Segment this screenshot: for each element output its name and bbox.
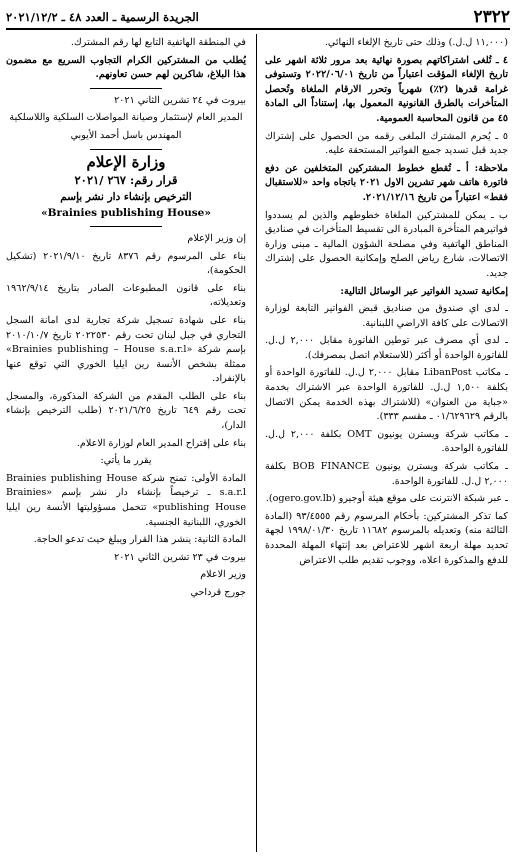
signature-date: بيروت في ٢٤ تشرين الثاني ٢٠٢١	[114, 94, 246, 106]
decree-title: الترخيص بإنشاء دار نشر بإسم	[60, 190, 192, 203]
section-divider	[90, 149, 162, 150]
paragraph: يُطلب من المشتركين الكرام التجاوب السريع مع مضمون هذا البلاغ، شاكرين لهم حسن تعاونهم.	[6, 54, 246, 81]
paragraph: إن وزير الإعلام	[187, 232, 246, 244]
paragraph: ٥ ـ يُحرم المشترك الملغى رقمه من الحصول على إشتراك جديد قبل تسديد جميع الفواتير المستحقة عليه.	[265, 130, 508, 157]
paragraph: بناء على المرسوم رقم ٨٣٧٦ تاريخ ٢٠٢١/٩/١٠ (تشكيل الحكومة)،	[6, 250, 246, 277]
payment-methods-heading: إمكانية تسديد الفواتير عبر الوسائل التالية:	[340, 285, 508, 297]
signature-role: المدير العام لإستثمار وصيانة المواصلات السلكية واللاسلكية	[9, 112, 243, 124]
payment-method-item: ـ لدى أي مصرف عبر توطين الفاتورة مقابل ٢,٠٠٠ ل.ل. للفاتورة الواحدة أو أكثر (للاستعلام اتصل بمصرفك).	[265, 335, 508, 361]
payment-method-item: ـ عبر شبكة الانترنت على موقع هيئة أوجيرو (ogero.gov.lb).	[265, 493, 508, 505]
signature-role: وزير الاعلام	[200, 569, 246, 581]
paragraph: (١١,٠٠٠ ل.ل.) وذلك حتى تاريخ الإلغاء النهائي.	[324, 37, 508, 48]
column-divider	[256, 34, 257, 852]
paragraph: في المنطقة الهاتفية التابع لها رقم المشترك.	[70, 37, 246, 48]
payment-method-item: ـ مكاتب شركة ويسترن يونيون OMT بكلفة ٢,٠٠٠ ل.ل. للفاتورة الواحدة.	[265, 428, 508, 455]
payment-method-item: ـ مكاتب شركة ويسترن يونيون BOB FINANCE بكلفة ٢,٠٠٠ ل.ل. للفاتورة الواحدة.	[265, 461, 508, 487]
decides-heading: يقرر ما يأتي:	[100, 455, 152, 467]
paragraph: بناء على قانون المطبوعات الصادر بتاريخ ١٩٦٢/٩/١٤ وتعديلاته،	[6, 282, 246, 309]
paragraph: بناء على شهادة تسجيل شركة تجارية لدى امانة السجل التجاري في جبل لبنان تحت رقم ٢٠٢٢٥٣٠ تاريخ ٢٠١٠/١٠/٧ بإسم شركة «Brainies publishing – House s.a.r.l» ممثلة بشخص الأنسة رين ايليا الخوري التي توقع عنها بالإنفراد.	[6, 314, 246, 385]
signature-date: بيروت في ٢٣ تشرين الثاني ٢٠٢١	[114, 551, 246, 563]
payment-method-item: ـ مكاتب LibanPost مقابل ٢,٠٠٠ ل.ل. للفاتورة الواحدة أو بكلفة ١,٥٠٠ ل.ل. للفاتورة الواحدة عبر الاشتراك بخدمة «جباية من العنوان» (للاشتراك بهذه الخدمة يمكن الاتصال بالرقم ٠١/٦٢٩٦٢٩ ـ مقسم ٣٣٣).	[265, 367, 508, 423]
payment-method-item: ـ لدى اي صندوق من صناديق قبض الفواتير التابعة لوزارة الاتصالات على كافة الاراضي اللبنانية.	[265, 303, 508, 329]
ministry-heading: وزارة الإعلام	[86, 152, 166, 171]
page-header	[6, 6, 510, 30]
paragraph: كما تذكر المشتركين: بأحكام المرسوم رقم ٩٣/٤٥٥٥ (المادة الثالثة منه) وتعديله بالمرسوم ١١٦٨٢ تاريخ ١٩٩٨/٠١/٣٠ لجهة تحديد مهلة اربعة اشهر للاعتراض بعد إنتهاء المهلة المحددة للدفع والمذكورة اعلاه، ووجوب تقديم طلب الاعتراض	[265, 510, 508, 566]
decree-house-name: «Brainies publishing House»	[41, 207, 211, 220]
left-column	[6, 36, 246, 852]
paragraph: ب ـ يمكن للمشتركين الملغاة خطوطهم والذين لم يسددوا فواتيرهم المتأخرة المبادرة الى تقسيط المتأخرات في صناديق المناطق الهاتفية وفي مصلحة الشؤون المالية ـ مبنى وزارة الاتصالات، شارع رياض الصلح وإمكانية الحصول على إشتراك جديد.	[265, 209, 508, 279]
note-paragraph: ملاحظة: أ ـ تُقطع خطوط المشتركين المتخلفين عن دفع فاتورة هاتف شهر تشرين الاول ٢٠٢١ باتجاه واحد «للاستقبال فقط» اعتباراً من تاريخ ٢٠٢١/١٢/١٦.	[265, 162, 508, 203]
decree-number: قرار رقم: ٢٦٧ /٢٠٢١	[74, 173, 178, 188]
section-divider	[90, 88, 162, 89]
paragraph: ٤ ـ تُلغى اشتراكاتهم بصورة نهائية بعد مرور ثلاثة اشهر على تاريخ الإلغاء المؤقت اعتباراً من تاريخ ٢٠٢٢/٠٦/٠١ وتستوفى غرامة قدرها (٢٪) شهرياً وتحرر الارقام الملغاة وتُحصل المتأخرات بالطرق القانونية المعمول بها، إستناداً الى المادة ٤٥ من قانون المحاسبة العمومية.	[265, 54, 508, 124]
signature-name: المهندس باسل أحمد الأيوبي	[70, 129, 182, 141]
signature-name: جورج قرداحي	[190, 587, 246, 598]
right-column	[265, 36, 508, 852]
section-divider	[90, 226, 162, 227]
article-two: المادة الثانية: ينشر هذا القرار ويبلغ حيث تدعو الحاجة.	[33, 534, 246, 546]
paragraph: بناء على الطلب المقدم من الشركة المذكورة، والمسجل تحت رقم ٦٤٩ تاريخ ٢٠٢١/٦/٢٥ (طلب الترخيص بإنشاء الدار)،	[6, 390, 246, 432]
gazette-issue-line: الجريدة الرسمية ـ العدد ٤٨ ـ ٢٠٢١/١٢/٢	[6, 10, 199, 24]
paragraph: بناء على إقتراح المدير العام لوزارة الاعلام.	[76, 437, 246, 449]
article-one: المادة الأولى: تمنح شركة Brainies publishing House s.a.r.l ـ ترخيصاً بإنشاء دار نشر بإسم «Brainies publishing House» تتحمل مسؤوليتها الأنسة رين ايليا الخوري، اللبنانية الجنسية.	[6, 472, 246, 528]
page-number: ٢٣٢٢	[473, 7, 510, 27]
